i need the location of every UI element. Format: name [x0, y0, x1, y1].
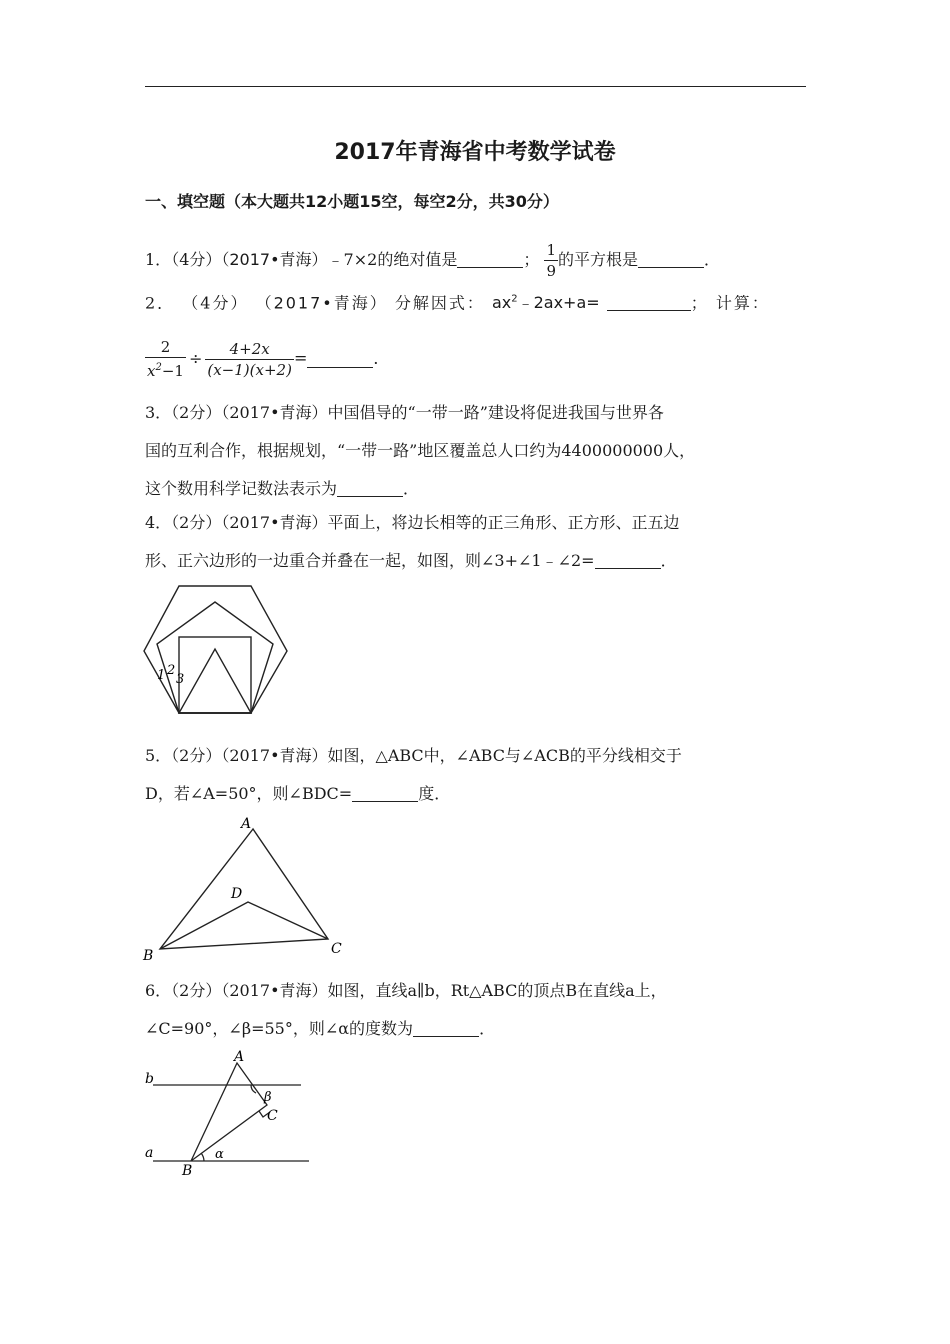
q2-separator: ； [690, 293, 709, 313]
question-6-line-2 [145, 1018, 495, 1040]
q2-fraction-1 [145, 337, 186, 381]
fig6-label-line-a: a [145, 1145, 154, 1161]
question-3-line-1: 3．（2分）（2017•青海）中国倡导的“一带一路”建设将促进我国与世界各 [145, 403, 664, 422]
figure-q5-triangle [135, 812, 355, 967]
q2-fraction-2 [205, 339, 294, 380]
q2-number: 2． [145, 293, 176, 313]
q2-blank-2[interactable] [307, 351, 373, 368]
q4-text: 形、正六边形的一边重合并叠在一起，如图，则∠3+∠1﹣∠2= [145, 551, 595, 570]
question-5-line-1: 5．（2分）（2017•青海）如图，△ABC中，∠ABC与∠ACB的平分线相交于 [145, 746, 682, 765]
q6-text: ∠C=90°，∠β=55°，则∠α的度数为 [145, 1019, 414, 1038]
q3-text: 这个数用科学记数法表示为 [145, 479, 338, 498]
fig4-label-2: 2 [167, 663, 176, 678]
fig5-label-c: C [331, 941, 342, 957]
q2-f1-den-a: x [147, 362, 156, 380]
pentagon [157, 602, 273, 713]
q5-text: D，若∠A=50°，则∠BDC= [145, 784, 353, 803]
q1-separator: ； [523, 250, 540, 269]
fig6-label-alpha: α [215, 1147, 224, 1162]
q2-f1-num: 2 [145, 337, 186, 358]
q2-expr-b: ﹣2ax+a= [517, 293, 600, 313]
fig6-label-c-vertex: C [267, 1108, 278, 1124]
header-rule [145, 86, 806, 87]
q2-blank-1[interactable] [607, 294, 691, 311]
q5-end: 度． [418, 784, 451, 803]
q2-source: （2017•青海） [255, 293, 388, 313]
fig6-label-line-b: b [145, 1071, 154, 1087]
q6-end: ． [479, 1019, 496, 1038]
question-4-line-1: 4．（2分）（2017•青海）平面上，将边长相等的正三角形、正方形、正五边 [145, 513, 680, 532]
fig5-label-a: A [241, 816, 252, 832]
right-triangle-abc [191, 1063, 267, 1161]
q2-text: 分解因式： [394, 293, 485, 313]
q1-text-2: 的平方根是 [557, 250, 638, 269]
fig6-label-beta: β [264, 1090, 272, 1105]
q2-exp: 2 [511, 294, 518, 305]
q2-expression [492, 293, 600, 312]
bisector-lines [160, 902, 328, 949]
q1-frac-num: 1 [546, 241, 556, 259]
question-6-line-1: 6．（2分）（2017•青海）如图，直线a∥b，Rt△ABC的顶点B在直线a上， [145, 981, 667, 1000]
fig5-label-b: B [143, 948, 154, 964]
q3-end: ． [403, 479, 420, 498]
figure-q4-polygons [140, 580, 290, 720]
q2-f2-den: (x−1)(x+2) [207, 360, 292, 379]
q1-number: 1． [145, 250, 172, 269]
fig4-label-3: 3 [176, 672, 185, 687]
q2-end: ． [373, 348, 390, 368]
angle-alpha-arc [201, 1153, 204, 1161]
q2-calc: 计算： [715, 293, 770, 313]
q2-equals: = [293, 348, 308, 368]
question-5-line-2 [145, 783, 450, 805]
q1-fraction [544, 240, 558, 281]
question-3-line-2: 国的互利合作，根据规划，“一带一路”地区覆盖总人口约为4400000000人， [145, 441, 696, 460]
section-heading: 一、填空题（本大题共12小题15空，每空2分，共30分） [145, 192, 559, 211]
q2-expr-a: ax [491, 293, 512, 313]
q1-blank-1[interactable] [457, 251, 523, 268]
q2-f1-den [145, 358, 186, 381]
question-3-line-3 [145, 478, 419, 500]
q2-f2-num: 4+2x [205, 339, 294, 360]
triangle-abc [160, 829, 328, 949]
q2-f1-den-exp: 2 [155, 362, 162, 373]
fig6-label-a-vertex: A [234, 1049, 245, 1065]
page-title: 2017年青海省中考数学试卷 [334, 140, 616, 165]
q1-frac-den: 9 [546, 262, 556, 280]
q2-score: （4分） [182, 293, 249, 313]
q2-fraction-line [145, 337, 389, 381]
q1-end: ． [704, 250, 721, 269]
q1-text-1: ﹣7×2的绝对值是 [327, 250, 458, 269]
triangle [179, 649, 251, 713]
question-1 [145, 240, 720, 281]
q4-blank[interactable] [595, 552, 661, 569]
fig5-label-d: D [231, 886, 243, 902]
q2-f1-den-b: −1 [161, 362, 184, 380]
q1-source: （2017•青海） [221, 250, 328, 269]
q2-divide: ÷ [188, 348, 203, 368]
q3-blank[interactable] [337, 480, 403, 497]
q1-score: （4分） [171, 250, 222, 269]
question-2 [145, 289, 770, 314]
q1-blank-2[interactable] [638, 251, 704, 268]
question-4-line-2 [145, 550, 677, 572]
fig6-label-b-vertex: B [182, 1163, 193, 1179]
figure-q6-parallel-lines [138, 1045, 318, 1180]
fig4-label-1: 1 [157, 668, 166, 683]
q4-end: ． [660, 551, 677, 570]
q6-blank[interactable] [413, 1020, 479, 1037]
q5-blank[interactable] [352, 785, 418, 802]
